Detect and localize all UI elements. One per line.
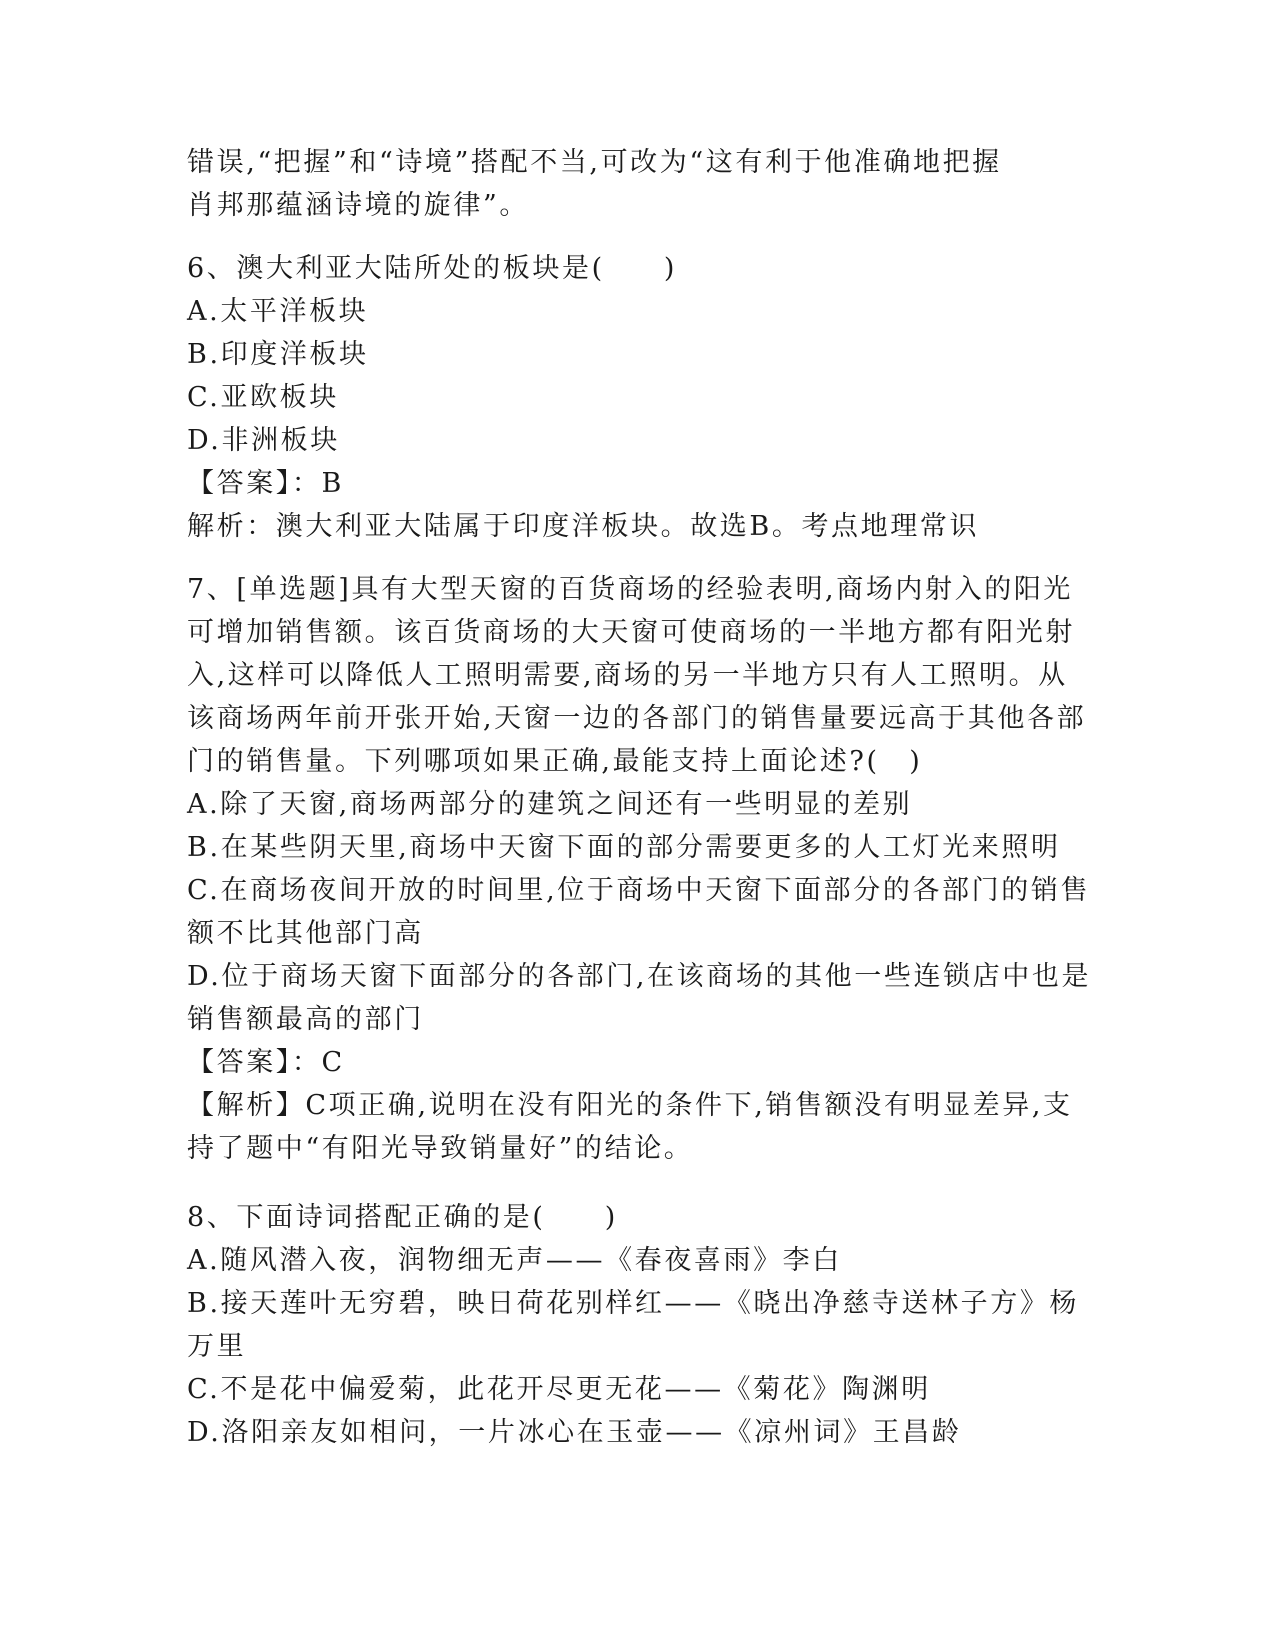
- answer-line: 【答案】：B: [187, 468, 344, 499]
- question-stem-line: 可增加销售额。该百货商场的大天窗可使商场的一半地方都有阳光射: [187, 617, 1075, 648]
- option-c: C.在商场夜间开放的时间里,位于商场中天窗下面部分的各部门的销售: [187, 875, 1091, 906]
- option-d: D.位于商场天窗下面部分的各部门,在该商场的其他一些连锁店中也是: [187, 961, 1092, 992]
- text-line: 肖邦那蕴涵诗境的旋律”。: [187, 190, 530, 221]
- analysis-line: 【解析】C项正确,说明在没有阳光的条件下,销售额没有明显差异,支: [187, 1090, 1073, 1121]
- option-b: B.在某些阴天里,商场中天窗下面的部分需要更多的人工灯光来照明: [187, 832, 1061, 863]
- option-b: B.印度洋板块: [187, 339, 369, 370]
- option-a: A.太平洋板块: [187, 296, 369, 327]
- question-6: [187, 247, 1087, 548]
- text-line: 错误,“把握”和“诗境”搭配不当,可改为“这有利于他准确地把握: [187, 147, 1002, 178]
- question-7: [187, 568, 1092, 1170]
- option-a: A.除了天窗,商场两部分的建筑之间还有一些明显的差别: [187, 789, 913, 820]
- q5-analysis-tail: [187, 141, 1087, 227]
- question-stem-line: 入,这样可以降低人工照明需要,商场的另一半地方只有人工照明。从: [187, 660, 1068, 691]
- option-c-continued: 额不比其他部门高: [187, 918, 424, 949]
- question-8: [187, 1196, 1087, 1454]
- answer-line: 【答案】：C: [187, 1047, 345, 1078]
- question-stem: 8、下面诗词搭配正确的是( ): [187, 1202, 618, 1233]
- question-stem-line: 该商场两年前开张开始,天窗一边的各部门的销售量要远高于其他各部: [187, 703, 1087, 734]
- option-c: C.亚欧板块: [187, 382, 339, 413]
- option-c: C.不是花中偏爱菊，此花开尽更无花——《菊花》陶渊明: [187, 1374, 931, 1405]
- option-d-continued: 销售额最高的部门: [187, 1004, 424, 1035]
- document-page: [187, 141, 1092, 1454]
- option-d: D.非洲板块: [187, 425, 340, 456]
- option-b-continued: 万里: [187, 1331, 247, 1362]
- analysis-line: 解析：澳大利亚大陆属于印度洋板块。故选B。考点地理常识: [187, 511, 980, 542]
- option-a: A.随风潜入夜，润物细无声——《春夜喜雨》李白: [187, 1245, 842, 1276]
- question-stem-line: 7、[单选题]具有大型天窗的百货商场的经验表明,商场内射入的阳光: [187, 574, 1074, 605]
- analysis-line: 持了题中“有阳光导致销量好”的结论。: [187, 1133, 694, 1164]
- question-stem-line: 门的销售量。下列哪项如果正确,最能支持上面论述?( ): [187, 746, 923, 777]
- question-stem: 6、澳大利亚大陆所处的板块是( ): [187, 253, 678, 284]
- option-d: D.洛阳亲友如相问，一片冰心在玉壶——《凉州词》王昌龄: [187, 1417, 962, 1448]
- option-b: B.接天莲叶无穷碧，映日荷花别样红——《晓出净慈寺送林子方》杨: [187, 1288, 1080, 1319]
